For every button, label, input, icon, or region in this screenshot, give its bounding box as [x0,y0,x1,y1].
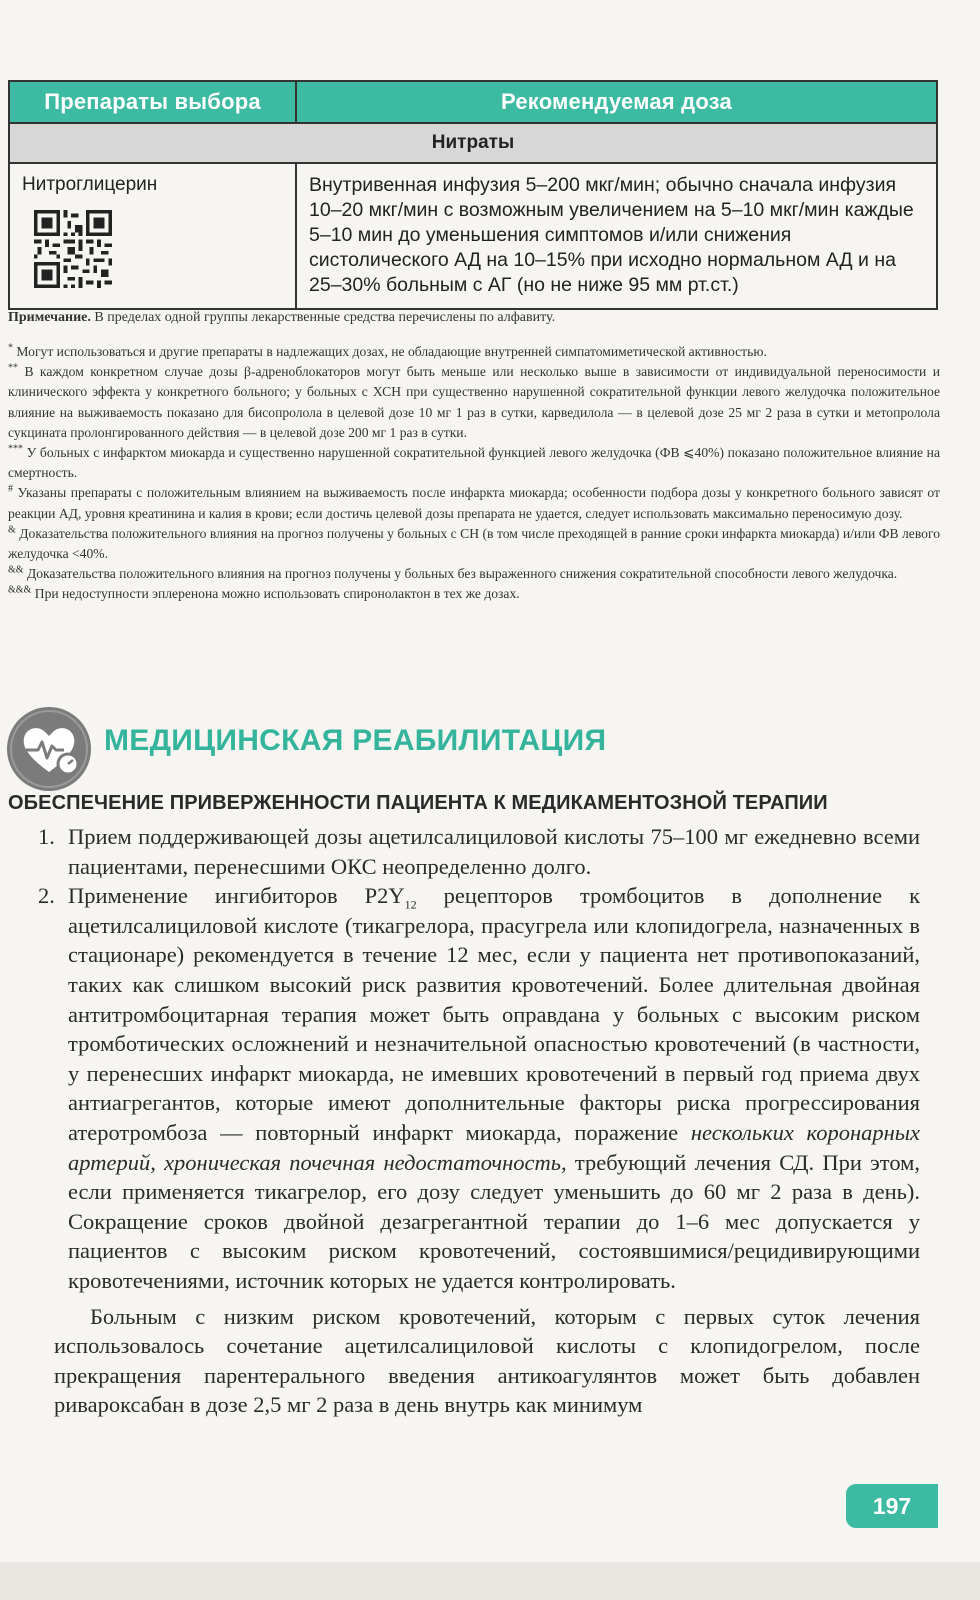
section-title: МЕДИЦИНСКАЯ РЕАБИЛИТАЦИЯ [104,724,607,757]
footnotes [8,342,940,605]
list-item [30,881,920,1295]
note-text: В пределах одной группы лекарственные средства перечислены по алфавиту. [94,310,556,325]
item-text: Применение ингибиторов $P2Y_{12}$ рецепторов тромбоцитов в дополнение к ацетилсалициловой кислоте (тикагрелора, прасугрела или клопидогрела, назначенных в стационаре) рекомендуется в течение 12 мес, если у пациента нет противопоказаний, таких как слишком высокий риск развития кровотечений. Более длительная двойная антитромбоцитарная терапия может быть оправдана у больных с высоким риском тромботических осложнений и незначительной опасностью кровотечений (в частности, у перенесших инфаркт миокарда, не имевших кровотечений в первый год приема двух антиагрегантов, которые имеют дополнительные факторы риска прогрессирования атеротромбоза — повторный инфаркт миокарда, поражение нескольких коронарных артерий, хроническая почечная недостаточность, требующий лечения СД. При этом, если применяется тикагрелор, его дозу следует уменьшить до 60 мг 2 раза в день). Сокращение сроков двойной дезагрегантной терапии до 1–6 мес допускается у пациентов с высоким риском кровотечений, состоявшимися/рецидивирующими кровотечениями, источник которых не удается контролировать. [68,883,921,1293]
table-group-row: Нитраты [9,123,937,163]
italic-text: нескольких коронарных артерий, хроническая почечная недостаточность, [68,1119,920,1175]
note-label: Примечание. [8,310,91,325]
footnote: & Доказательства положительного влияния на прогноз получены у больных с СН (в том числе преходящей в ранние сроки инфаркта миокарда) и/или ФВ левого желудочка <40%. [8,524,940,562]
page-number: 197 [846,1484,938,1528]
list-item [30,822,920,881]
main-text [30,822,920,1420]
footnote: ** В каждом конкретном случае дозы β-адреноблокаторов могут быть меньше или несколько выше в зависимости от индивидуальной переносимости и клинического эффекта у конкретного больного; у больных с ХСН при существенно нарушенной сократительной функции левого желудочка положительное влияние на выживаемость показано для бисопролола в целевой дозе 10 мг 1 раз в сутки, карведилола — в целевой дозе 25 мг 2 раза в сутки и метопролола сукцината пролонгированного действия — в целевой дозе 200 мг 1 раз в сутки. [8,362,941,440]
table-row [9,163,937,309]
table-cell-dose: Внутривенная инфузия 5–200 мкг/мин; обычно сначала инфузия 10–20 мкг/мин с возможным увеличением на 5–10 мкг/мин каждые 5–10 мин до уменьшения симптомов и/или снижения систолического АД на 10–15% при исходно нормальном АД и на 25–30% больным с АГ (но не ниже 95 мм рт.ст.) [296,163,937,309]
page-edge [0,1562,980,1600]
qr-code-icon [34,210,112,288]
footnote: # Указаны препараты с положительным влиянием на выживаемость после инфаркта миокарда; особенности подбора дозы у конкретного больного зависят от реакции АД, уровня креатинина и калия в крови; если достичь целевой дозы препарата не удается, следует использовать максимально переносимую дозу. [8,483,940,521]
paragraph: Больным с низким риском кровотечений, которым с первых суток лечения использовалось сочетание ацетилсалициловой кислоты с клопидогрелом, после прекращения парентерального введения антикоагулянтов может быть добавлен ривароксабан в дозе 2,5 мг 2 раза в день внутрь как минимум [54,1303,920,1418]
subheading: ОБЕСПЕЧЕНИЕ ПРИВЕРЖЕННОСТИ ПАЦИЕНТА К МЕДИКАМЕНТОЗНОЙ ТЕРАПИИ [8,792,828,814]
item-number: 2. [38,883,55,909]
drug-name: Нитроглицерин [22,174,158,195]
table-cell-drug [9,163,296,309]
footnote: *** У больных с инфарктом миокарда и существенно нарушенной сократительной функцией левого желудочка (ФВ ⩽40%) показано положительное влияние на смертность. [8,443,940,481]
table-note [8,310,938,326]
footnote: && Доказательства положительного влияния на прогноз получены у больных без выраженного снижения сократительной способности левого желудочка. [8,564,898,582]
footnote: * Могут использоваться и другие препараты в надлежащих дозах, не обладающие внутренней симпатомиметической активностью. [8,342,767,359]
item-number: 1. [38,824,55,849]
footnote: &&& При недоступности эплеренона можно использовать спиронолактон в тех же дозах. [8,584,520,602]
heart-pulse-icon [6,706,92,792]
drug-dose-table [8,80,938,310]
table-header-drugs: Препараты выбора [9,81,296,123]
item-text: Прием поддерживающей дозы ацетилсалициловой кислоты 75–100 мг ежедневно всеми пациентами, перенесшими ОКС неопределенно долго. [68,824,920,879]
table-header-dose: Рекомендуемая доза [296,81,937,123]
